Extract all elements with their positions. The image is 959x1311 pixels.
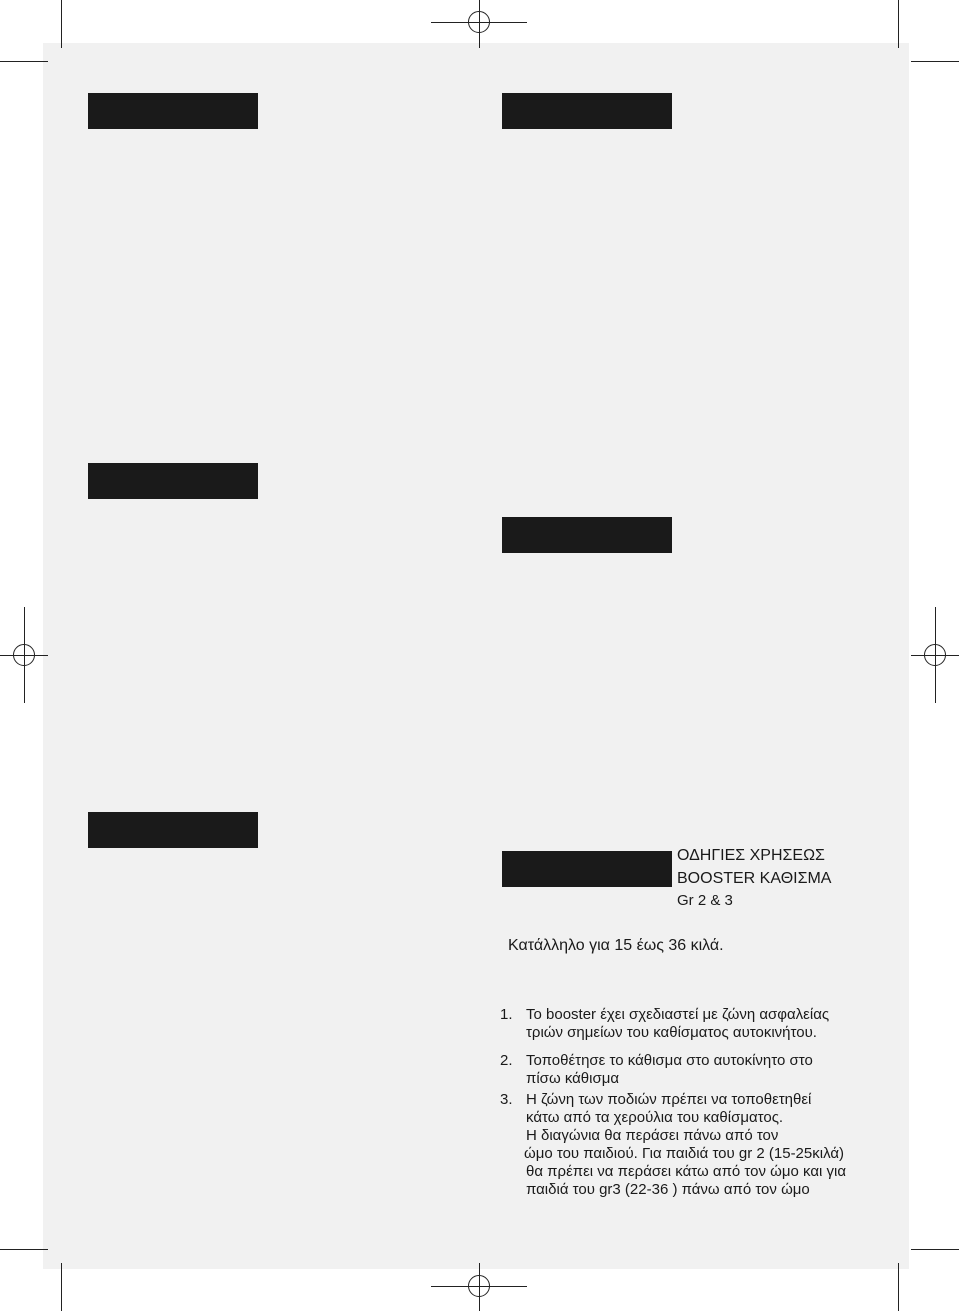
registration-right-circle [924, 644, 946, 666]
weight-range-text: Κατάλληλο για 15 έως 36 κιλά. [508, 937, 724, 954]
registration-top-circle [468, 11, 490, 33]
crop-mark-top-left [61, 0, 62, 48]
crop-mark-top-right [898, 0, 899, 48]
instruction-item [500, 1006, 900, 1042]
crop-mark-bottom-left-h [0, 1249, 48, 1250]
instructions-list [500, 1006, 900, 1199]
section-bar-right-3 [502, 851, 672, 887]
instruction-line: Η διαγώνια θα περάσει πάνω από τον [526, 1127, 779, 1144]
section-bar-left-3 [88, 812, 258, 848]
instruction-line: πίσω κάθισμα [526, 1070, 620, 1087]
instruction-number: 2. [500, 1052, 513, 1069]
crop-mark-bottom-right-h [911, 1249, 959, 1250]
instruction-line: Η ζώνη των ποδιών πρέπει να τοποθετηθεί [526, 1091, 812, 1108]
crop-mark-bottom-left [61, 1263, 62, 1311]
instruction-line: Το booster έχει σχεδιαστεί με ζώνη ασφαλείας [526, 1006, 830, 1023]
section-bar-right-1 [502, 93, 672, 129]
instruction-item [500, 1052, 900, 1088]
title-line-2: BOOSTER ΚΑΘΙΣΜΑ [677, 869, 832, 887]
section-bar-left-1 [88, 93, 258, 129]
instruction-number: 3. [500, 1091, 513, 1108]
section-bar-right-2 [502, 517, 672, 553]
instruction-line: θα πρέπει να περάσει κάτω από τον ώμο και για [526, 1163, 847, 1180]
title-line-3: Gr 2 & 3 [677, 892, 733, 909]
registration-left-circle [13, 644, 35, 666]
instruction-line: ώμο του παιδιού. Για παιδιά του gr 2 (15-25κιλά) [524, 1145, 845, 1162]
instruction-line: κάτω από τα χερούλια του καθίσματος. [526, 1109, 784, 1126]
instruction-line: τριών σημείων του καθίσματος αυτοκινήτου. [526, 1024, 817, 1041]
instruction-number: 1. [500, 1006, 513, 1023]
section-bar-left-2 [88, 463, 258, 499]
instruction-item [500, 1091, 900, 1199]
crop-mark-top-left-h [0, 61, 48, 62]
document-title [677, 845, 831, 913]
crop-mark-top-right-h [911, 61, 959, 62]
title-line-1: ΟΔΗΓΙΕΣ ΧΡΗΣΕΩΣ [677, 847, 825, 864]
crop-mark-bottom-right [898, 1263, 899, 1311]
registration-bottom-circle [468, 1275, 490, 1297]
instruction-line: Τοποθέτησε το κάθισμα στο αυτοκίνητο στο [526, 1052, 813, 1069]
instruction-line: παιδιά του gr3 (22-36 ) πάνω από τον ώμο [526, 1181, 810, 1198]
